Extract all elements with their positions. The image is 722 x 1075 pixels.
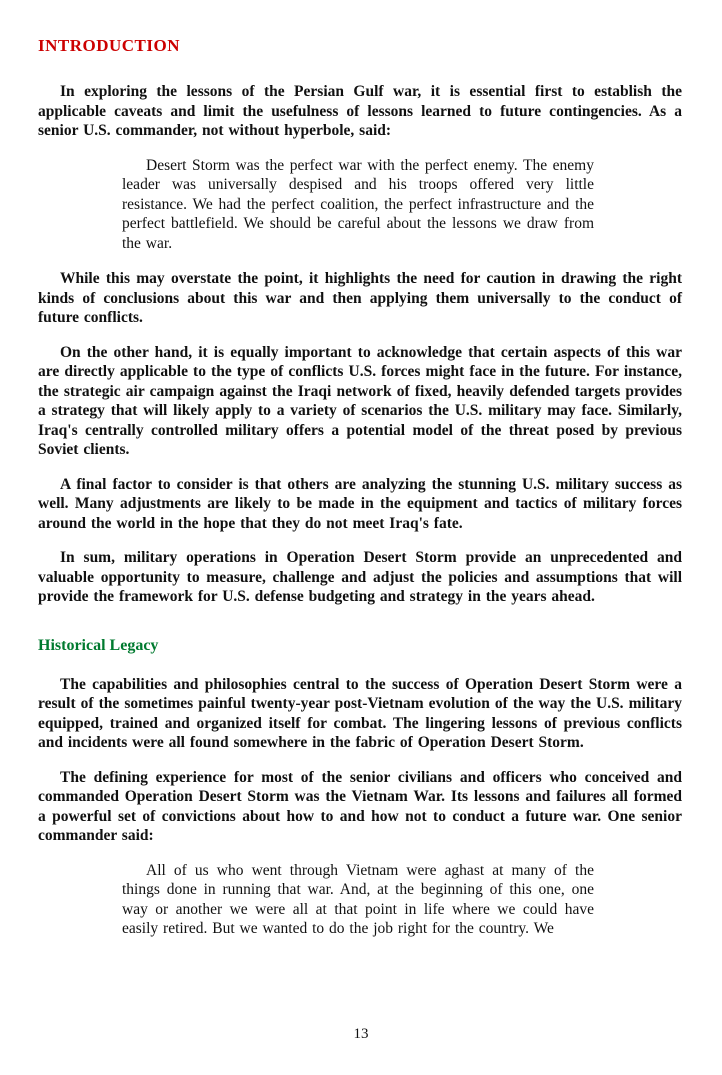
intro-paragraph-5: In sum, military operations in Operation Desert Storm provide an unprecedented and valuable opportunity to measure, challenge and adjust the policies and assumptions that will provide the framework for U.S. defense budgeting and strategy in the years ahead. (38, 549, 682, 605)
intro-blockquote: Desert Storm was the perfect war with the perfect enemy. The enemy leader was universally despised and his troops offered very little resistance. We had the perfect coalition, the perfect infrastructure and the perfect battlefield. We should be careful about the lessons we draw from the war. (122, 156, 594, 252)
section-heading-historical-legacy: Historical Legacy (38, 636, 159, 654)
legacy-paragraph-2: The defining experience for most of the senior civilians and officers who conceived and commanded Operation Desert Storm was the Vietnam War. Its lessons and failures all formed a powerful set of convictions about how to and how not to conduct a future war. One senior commander said: (38, 768, 682, 844)
page-number: 13 (353, 1026, 369, 1042)
intro-paragraph-3: On the other hand, it is equally important to acknowledge that certain aspects of this war are directly applicable to the type of conflicts U.S. forces might face in the future. For instance, the strategic air campaign against the Iraqi network of fixed, heavily defended targets provides a strategy that will likely apply to a variety of scenarios the U.S. military may face. Similarly, Iraq's centrally controlled military offers a potential model of the threat posed by previous Soviet clients. (38, 343, 682, 458)
intro-paragraph-4: A final factor to consider is that others are analyzing the stunning U.S. military success as well. Many adjustments are likely to be made in the equipment and tactics of military forces around the world in the hope that they do not meet Iraq's fate. (38, 475, 682, 532)
legacy-blockquote: All of us who went through Vietnam were aghast at many of the things done in running that war. And, at the beginning of this one, one way or another we were all at that point in life where we could have easily retired. But we wanted to do the job right for the country. We (122, 861, 594, 937)
intro-paragraph-2: While this may overstate the point, it highlights the need for caution in drawing the right kinds of conclusions about this war and then applying them universally to the conduct of future conflicts. (38, 270, 682, 326)
legacy-paragraph-1: The capabilities and philosophies central to the success of Operation Desert Storm were a result of the sometimes painful twenty-year post-Vietnam evolution of the way the U.S. military equipped, trained and organized itself for combat. The lingering lessons of previous conflicts and incidents were all found somewhere in the fabric of Operation Desert Storm. (38, 675, 682, 751)
intro-paragraph-1: In exploring the lessons of the Persian Gulf war, it is essential first to establish the applicable caveats and limit the usefulness of lessons learned to future contingencies. As a senior U.S. commander, not without hyperbole, said: (38, 83, 682, 139)
section-heading-introduction: INTRODUCTION (38, 36, 181, 55)
